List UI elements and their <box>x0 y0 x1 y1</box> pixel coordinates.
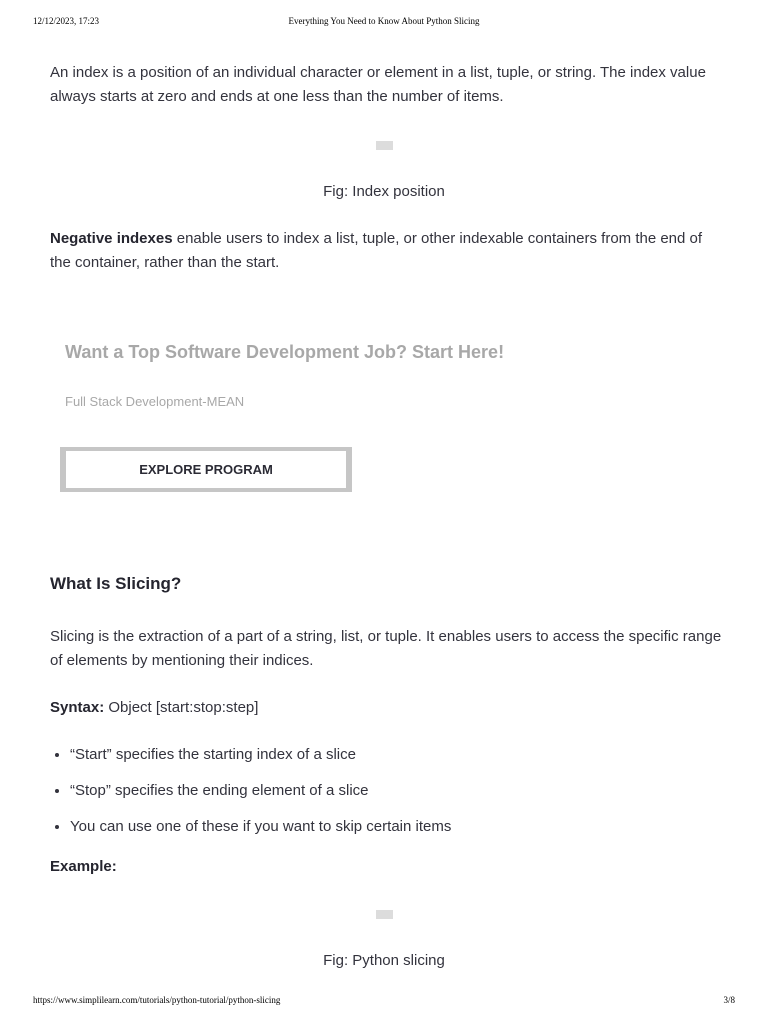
syntax-value: Object [start:stop:step] <box>104 699 259 716</box>
print-footer <box>0 995 768 1009</box>
python-slicing-figure <box>376 910 393 919</box>
print-datetime: 12/12/2023, 17:23 <box>33 16 100 26</box>
negative-index-text: enable users to index a list, tuple, or other indexable containers from the end of the container, rather than the start. <box>50 230 703 271</box>
syntax-line <box>50 696 722 720</box>
slicing-heading: What Is Slicing? <box>50 574 182 593</box>
index-position-figure <box>376 141 393 150</box>
slice-parameter-list <box>50 743 720 851</box>
list-item: • “Start” specifies the starting index of a slice <box>70 743 720 779</box>
syntax-label: Syntax: <box>50 699 105 716</box>
example-line <box>50 855 722 879</box>
promo-button-frame <box>60 447 352 492</box>
promo-title: Want a Top Software Development Job? Start Here! <box>65 342 505 362</box>
index-paragraph: An index is a position of an individual character or element in a list, tuple, or string. The index value always starts at zero and ends at one less than the number of items. <box>50 64 706 105</box>
print-url: https://www.simplilearn.com/tutorials/python-tutorial/python-slicing <box>33 995 281 1005</box>
negative-index-paragraph <box>50 227 722 275</box>
print-header <box>0 16 768 30</box>
fig-slicing-caption: Fig: Python slicing <box>323 952 445 969</box>
example-label: Example: <box>50 858 117 875</box>
negative-index-term: Negative indexes <box>50 230 173 247</box>
print-title: Everything You Need to Know About Python Slicing <box>288 16 480 26</box>
list-item: • “Stop” specifies the ending element of a slice <box>70 779 720 815</box>
page-number: 3/8 <box>723 995 735 1005</box>
list-item: • You can use one of these if you want to skip certain items <box>70 815 720 851</box>
promo-subtitle: Full Stack Development-MEAN <box>65 394 245 409</box>
fig-index-caption: Fig: Index position <box>323 183 445 200</box>
explore-program-button[interactable]: EXPLORE PROGRAM <box>66 451 346 488</box>
slicing-paragraph: Slicing is the extraction of a part of a string, list, or tuple. It enables users to access the specific range of elements by mentioning their indices. <box>50 628 722 669</box>
